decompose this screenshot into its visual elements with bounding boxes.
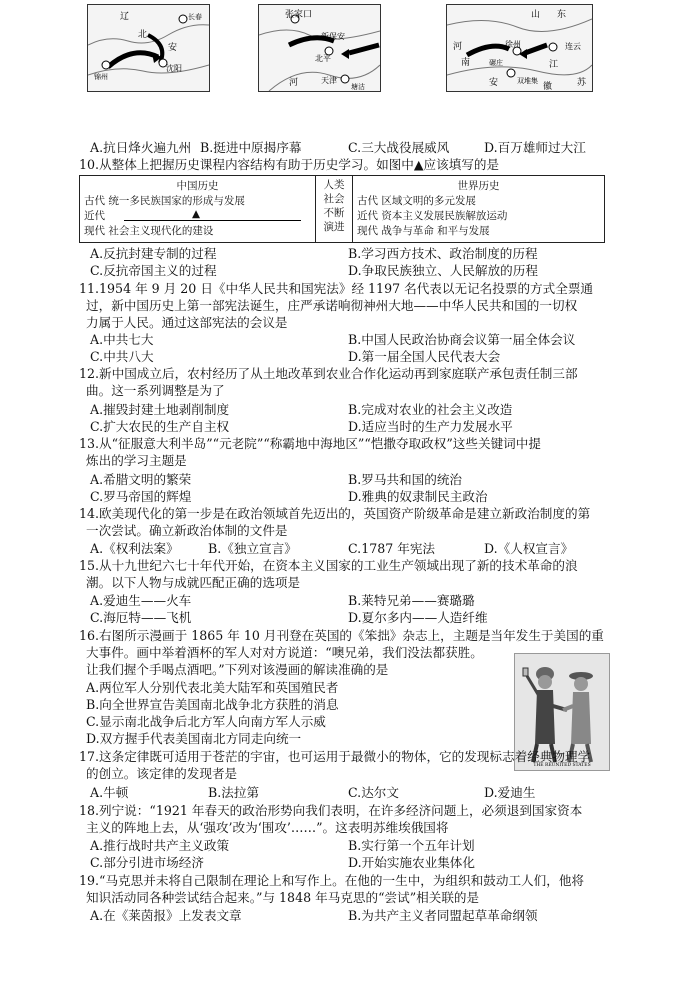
q18-stem-line1: 18.列宁说：“1921 年春天的政治形势向我们表明，在许多经济问题上，必须退到国家资本 <box>79 803 583 818</box>
map-label: 苏 <box>577 78 587 88</box>
q14-stem-line1: 14.欧美现代化的第一步是在政治领域首先迈出的，英国资产阶级革命是建立新政治制度的第 <box>79 506 591 521</box>
q15-stem-line1: 15.从十九世纪六七十年代开始，在资本主义国家的工业生产领域出现了新的技术革命的浪 <box>79 558 578 573</box>
q11-option-a: A.中共七大 <box>90 332 154 347</box>
map-label: 沈阳 <box>166 64 182 73</box>
map-label: 辽 <box>120 12 130 22</box>
q13-option-b: B.罗马共和国的统治 <box>348 472 463 487</box>
q16-option-b: B.向全世界宣告美国南北战争北方获胜的消息 <box>86 697 339 712</box>
q11-option-c: C.中共八大 <box>90 349 154 364</box>
q17-stem-line2: 的创立。该定律的发现者是 <box>86 766 238 781</box>
q16-option-c: C.显示南北战争后北方军人向南方军人示威 <box>86 714 326 729</box>
q14-option-a: A.《权利法案》 <box>90 541 179 556</box>
map-label: 江 <box>549 60 559 70</box>
q13-stem-line2: 炼出的学习主题是 <box>86 453 187 468</box>
map-label: 徽 <box>543 82 553 91</box>
q15-stem-line2: 潮。以下人物与成就匹配正确的选项是 <box>86 575 301 590</box>
q10-stem: 10.从整体上把握历史课程内容结构有助于历史学习。如图中▲应该填写的是 <box>79 157 500 172</box>
q9-option-d: D.百万雄师过大江 <box>484 140 586 155</box>
q10-option-d: D.争取民族独立、人民解放的历程 <box>348 263 538 278</box>
q19-stem-line1: 19.“马克思并未将自己限制在理论上和写作上。在他的一生中，为组织和鼓动工人们，他将 <box>79 873 585 888</box>
china-row-ancient: 古代 统一多民族国家的形成与发展 <box>84 195 245 207</box>
q12-option-c: C.扩大农民的生产自主权 <box>90 419 230 434</box>
q9-option-a: A.抗日烽火遍九州 <box>90 140 192 155</box>
map-label: 碾庄 <box>489 59 503 67</box>
middle-text: 社会 <box>323 193 345 205</box>
map-label: 安 <box>489 78 499 88</box>
middle-text: 不断 <box>323 207 345 219</box>
world-history-title: 世界历史 <box>457 180 500 192</box>
map-liaoshen <box>87 4 210 92</box>
middle-text: 人类 <box>323 179 345 191</box>
map-label: 张家口 <box>285 10 313 20</box>
map-label: 南 <box>461 58 471 68</box>
world-row-contemporary: 现代 战争与革命 和平与发展 <box>357 225 490 237</box>
map-label: 锦州 <box>94 73 108 81</box>
map-label: 东 <box>557 10 567 20</box>
map-huaihai <box>446 4 593 92</box>
q13-stem-line1: 13.从“征服意大利半岛”“元老院”“称霸地中海地区”“恺撒夺取政权”这些关键词中提 <box>79 436 541 451</box>
map-label: 双堆集 <box>517 77 538 85</box>
q17-option-b: B.法拉第 <box>208 785 260 800</box>
map-label: 北 <box>138 30 148 40</box>
q16-stem-line1: 16.右图所示漫画于 1865 年 10 月刊登在英国的《笨拙》杂志上，主题是当年发生于美国的重 <box>79 628 604 643</box>
map-label: 河 <box>453 42 463 52</box>
q17-option-c: C.达尔文 <box>348 785 399 800</box>
q11-stem-line3: 力属于人民。通过这部宪法的会议是 <box>86 315 288 330</box>
map-label: 新保安 <box>321 32 345 41</box>
q14-option-b: B.《独立宣言》 <box>208 541 297 556</box>
blank-triangle-icon: ▲ <box>192 208 201 220</box>
q16-option-d: D.双方握手代表美国南北方同走向统一 <box>86 731 302 746</box>
q19-option-a: A.在《莱茵报》上发表文章 <box>90 908 242 923</box>
map-label: 徐州 <box>505 40 521 49</box>
map-label: 长春 <box>188 13 202 21</box>
map-label: 塘沽 <box>351 83 365 91</box>
china-history-title: 中国历史 <box>176 180 219 192</box>
q12-stem-line2: 曲。这一系列调整是为了 <box>86 383 225 398</box>
q14-option-c: C.1787 年宪法 <box>348 541 436 556</box>
q14-option-d: D.《人权宣言》 <box>484 541 574 556</box>
q13-option-c: C.罗马帝国的辉煌 <box>90 489 192 504</box>
q16-stem-line2: 大事件。画中举着酒杯的军人对对方说道：“噢兄弟，我们没法都获胜。 <box>86 645 483 660</box>
map-label: 天津 <box>321 76 337 85</box>
q14-stem-line2: 一次尝试。确立新政治体制的文件是 <box>86 523 288 538</box>
world-row-ancient: 古代 区域文明的多元发展 <box>357 195 476 207</box>
china-row-contemporary: 现代 社会主义现代化的建设 <box>84 225 214 237</box>
map-label: 河 <box>289 78 299 88</box>
china-row-modern: 近代 <box>84 210 105 222</box>
history-structure-table <box>79 175 605 243</box>
q11-stem-line2: 过，新中国历史上第一部宪法诞生，庄严承诺响彻神州大地——中华人民共和国的一切权 <box>86 298 578 313</box>
q12-stem-line1: 12.新中国成立后，农村经历了从土地改革到农业合作化运动再到家庭联产承包责任制三部 <box>79 366 578 381</box>
q11-option-d: D.第一届全国人民代表大会 <box>348 349 501 364</box>
map-pingjin <box>258 4 381 92</box>
middle-text: 演进 <box>323 221 345 233</box>
q19-stem-line2: 知识活动同各种尝试结合起来。”与 1848 年马克思的“尝试”相关联的是 <box>86 890 480 905</box>
q19-option-b: B.为共产主义者同盟起草革命纲领 <box>348 908 538 923</box>
q18-option-b: B.实行第一个五年计划 <box>348 838 475 853</box>
map-label: 连云 <box>565 42 581 51</box>
q16-option-a: A.两位军人分别代表北美大陆军和英国殖民者 <box>86 680 339 695</box>
q18-stem-line2: 主义的阵地上去，从‘强攻’改为‘围攻’……”。这表明苏维埃俄国将 <box>86 820 449 835</box>
q15-option-b: B.莱特兄弟——赛璐璐 <box>348 593 475 608</box>
map-label: 北平 <box>315 54 331 63</box>
q18-option-a: A.推行战时共产主义政策 <box>90 838 230 853</box>
q18-option-d: D.开始实施农业集体化 <box>348 855 475 870</box>
map-label: 山 <box>531 10 541 20</box>
q11-stem-line1: 11.1954 年 9 月 20 日《中华人民共和国宪法》经 1197 名代表以无记名投票的方式全票通 <box>79 281 594 296</box>
q17-stem-line1: 17.这条定律既可适用于苍茫的宇宙，也可运用于最微小的物体，它的发现标志着经典物理学 <box>79 749 591 764</box>
q16-stem-line3: 让我们握个手喝点酒吧。”下列对该漫画的解读准确的是 <box>86 662 389 677</box>
q12-option-b: B.完成对农业的社会主义改造 <box>348 402 513 417</box>
q17-option-d: D.爱迪生 <box>484 785 536 800</box>
q15-option-d: D.夏尔多内——人造纤维 <box>348 610 488 625</box>
q17-option-a: A.牛顿 <box>90 785 129 800</box>
q10-option-b: B.学习西方技术、政治制度的历程 <box>348 246 538 261</box>
q9-option-c: C.三大战役展威风 <box>348 140 450 155</box>
q15-option-c: C.海厄特——飞机 <box>90 610 192 625</box>
q13-option-a: A.希腊文明的繁荣 <box>90 472 192 487</box>
q13-option-d: D.雅典的奴隶制民主政治 <box>348 489 488 504</box>
q10-option-c: C.反抗帝国主义的过程 <box>90 263 217 278</box>
q15-option-a: A.爱迪生——火车 <box>90 593 192 608</box>
world-row-modern: 近代 资本主义发展民族解放运动 <box>357 210 508 222</box>
q11-option-b: B.中国人民政治协商会议第一届全体会议 <box>348 332 576 347</box>
q10-option-a: A.反抗封建专制的过程 <box>90 246 217 261</box>
cartoon-caption: THE REUNITED STATES <box>533 763 591 768</box>
q12-option-d: D.适应当时的生产力发展水平 <box>348 419 513 434</box>
q12-option-a: A.摧毁封建土地剥削制度 <box>90 402 230 417</box>
q18-option-c: C.部分引进市场经济 <box>90 855 204 870</box>
q9-option-b: B.挺进中原揭序幕 <box>200 140 302 155</box>
map-label: 安 <box>168 43 178 53</box>
